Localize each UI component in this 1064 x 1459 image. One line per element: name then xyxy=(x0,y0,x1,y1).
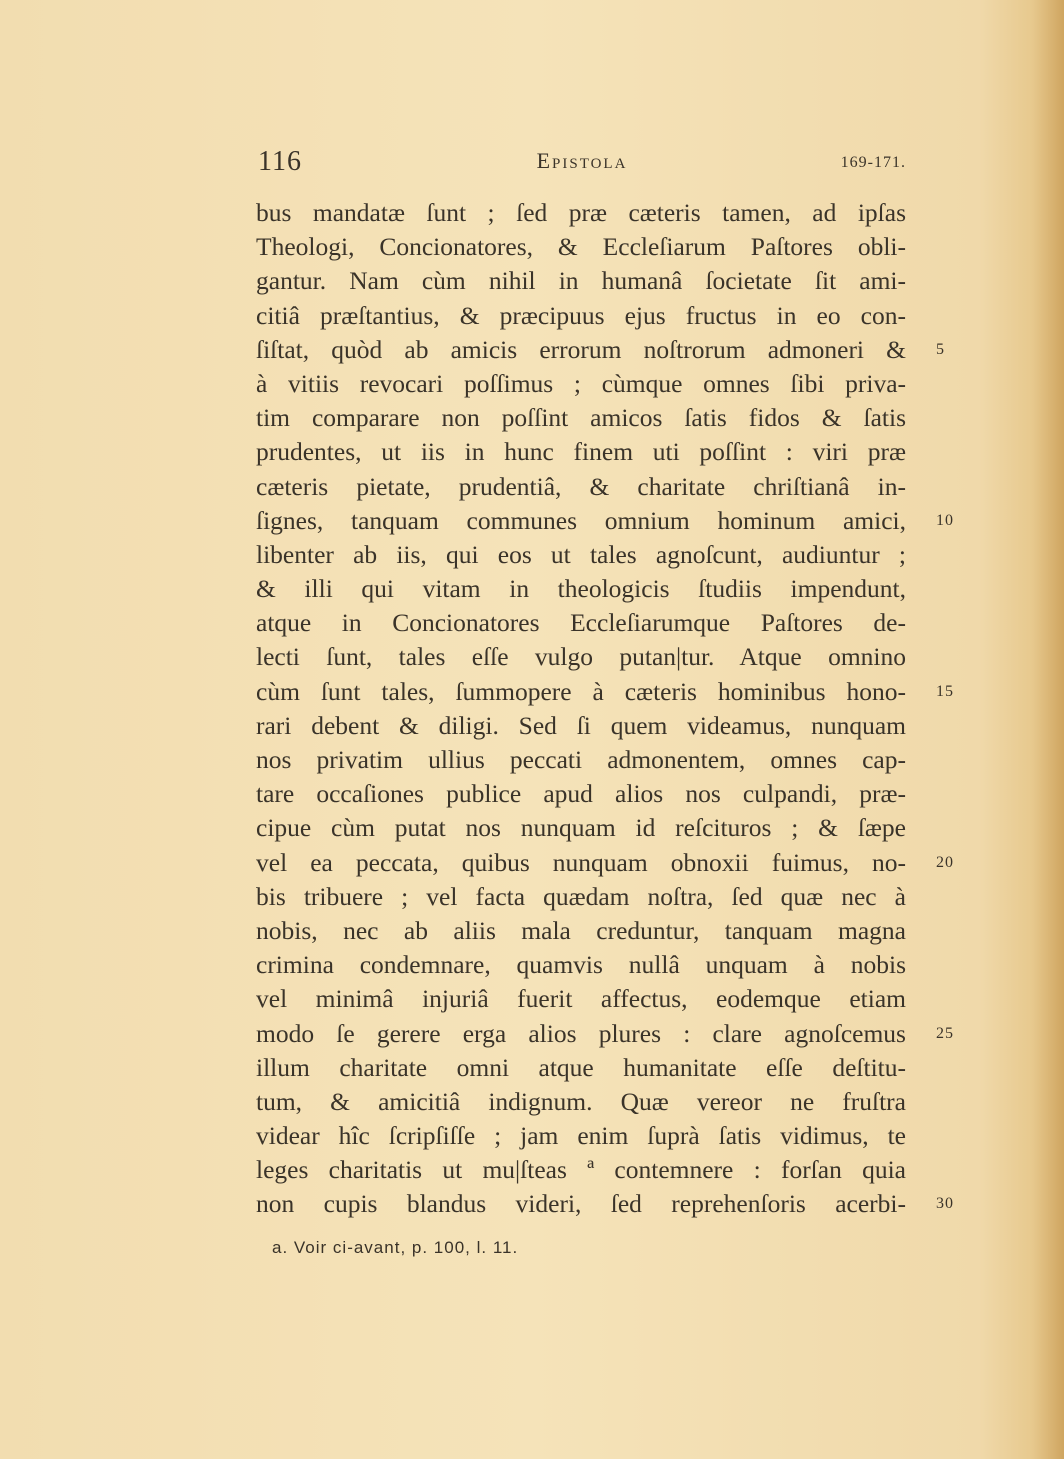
line-text: crimina condemnare, quamvis nullâ unquam à nobis xyxy=(256,950,906,980)
text-line xyxy=(256,675,954,709)
line-text: leges charitatis ut mu|ſteas ª contemnere : forſan quia xyxy=(256,1155,906,1185)
text-line xyxy=(256,811,906,845)
line-text: vel minimâ injuriâ fuerit affectus, eodemque etiam xyxy=(256,984,906,1014)
text-line xyxy=(256,1119,906,1153)
text-line xyxy=(256,470,906,504)
running-head xyxy=(258,146,906,186)
text-line xyxy=(256,264,906,298)
line-text: vel ea peccata, quibus nunquam obnoxii fuimus, no- xyxy=(256,847,906,877)
line-text: non cupis blandus videri, ſed reprehenſoris acerbi- xyxy=(256,1189,906,1219)
line-text: nobis, nec ab aliis mala creduntur, tanquam magna xyxy=(256,915,906,945)
line-text: & illi qui vitam in theologicis ſtudiis impendunt, xyxy=(256,574,906,604)
text-line xyxy=(256,1051,906,1085)
line-text: illum charitate omni atque humanitate eſſe deſtitu- xyxy=(256,1052,906,1082)
text-line xyxy=(256,435,906,469)
line-number: 15 xyxy=(936,682,954,700)
line-text: modo ſe gerere erga alios plures : clare agnoſcemus xyxy=(256,1018,906,1048)
main-text xyxy=(256,196,954,1222)
page-range: 169-171. xyxy=(840,154,906,171)
line-text: cùm ſunt tales, ſummopere à cæteris hominibus hono- xyxy=(256,676,906,706)
text-line xyxy=(256,299,906,333)
text-line xyxy=(256,846,954,880)
text-line xyxy=(256,640,906,674)
line-text: bis tribuere ; vel facta quædam noſtra, ſed quæ nec à xyxy=(256,881,906,911)
text-line xyxy=(256,743,906,777)
text-line xyxy=(256,606,906,640)
line-number: 20 xyxy=(936,853,954,871)
line-text: libenter ab iis, qui eos ut tales agnoſcunt, audiuntur ; xyxy=(256,539,906,569)
line-text: rari debent & diligi. Sed ſi quem videamus, nunquam xyxy=(256,710,906,740)
line-text: à vitiis revocari poſſimus ; cùmque omnes ſibi priva- xyxy=(256,368,906,398)
footnote: a. Voir ci-avant, p. 100, l. 11. xyxy=(272,1238,519,1257)
text-line xyxy=(256,1187,954,1221)
text-line xyxy=(256,1017,954,1051)
text-line xyxy=(256,367,906,401)
line-text: tare occaſiones publice apud alios nos culpandi, præ- xyxy=(256,779,906,809)
text-line xyxy=(256,230,906,264)
line-text: lecti ſunt, tales eſſe vulgo putan|tur. Atque omnino xyxy=(256,642,906,672)
line-text: ſiſtat, quòd ab amicis errorum noſtrorum admoneri & xyxy=(256,334,906,364)
text-line xyxy=(256,196,906,230)
page-number: 116 xyxy=(258,146,302,177)
text-line xyxy=(256,504,954,538)
line-text: nos privatim ullius peccati admonentem, omnes cap- xyxy=(256,745,906,774)
text-line xyxy=(256,982,906,1016)
running-title: Epistola xyxy=(536,148,628,173)
text-line xyxy=(256,333,945,367)
line-text: gantur. Nam cùm nihil in humanâ ſocietate ſit ami- xyxy=(256,266,906,296)
text-line xyxy=(256,948,906,982)
line-number: 25 xyxy=(936,1024,954,1042)
text-line xyxy=(256,538,906,572)
text-line xyxy=(256,880,906,914)
line-text: atque in Concionatores Eccleſiarumque Paſtores de- xyxy=(256,608,906,638)
line-text: ſignes, tanquam communes omnium hominum amici, xyxy=(256,505,906,535)
text-line xyxy=(256,1085,906,1119)
line-text: videar hîc ſcripſiſſe ; jam enim ſuprà ſatis vidimus, te xyxy=(256,1121,906,1151)
line-number: 10 xyxy=(936,511,954,529)
text-line xyxy=(256,572,906,606)
text-line xyxy=(256,777,906,811)
line-text: Theologi, Concionatores, & Eccleſiarum Paſtores obli- xyxy=(256,232,906,262)
text-line xyxy=(256,401,906,435)
line-text: prudentes, ut iis in hunc finem uti poſſint : viri præ xyxy=(256,437,906,467)
line-number: 30 xyxy=(936,1195,954,1213)
line-text: bus mandatæ ſunt ; ſed præ cæteris tamen, ad ipſas xyxy=(256,198,906,227)
line-text: tim comparare non poſſint amicos ſatis fidos & ſatis xyxy=(256,403,906,433)
text-line xyxy=(256,709,906,743)
line-text: cipue cùm putat nos nunquam id reſcituros ; & ſæpe xyxy=(256,813,906,843)
text-line xyxy=(256,1153,906,1187)
line-number: 5 xyxy=(936,340,945,358)
text-line xyxy=(256,914,906,948)
line-text: citiâ præſtantius, & præcipuus ejus fructus in eo con- xyxy=(256,300,906,330)
line-text: cæteris pietate, prudentiâ, & charitate chriſtianâ in- xyxy=(256,471,906,501)
line-text: tum, & amicitiâ indignum. Quæ vereor ne fruſtra xyxy=(256,1086,906,1116)
